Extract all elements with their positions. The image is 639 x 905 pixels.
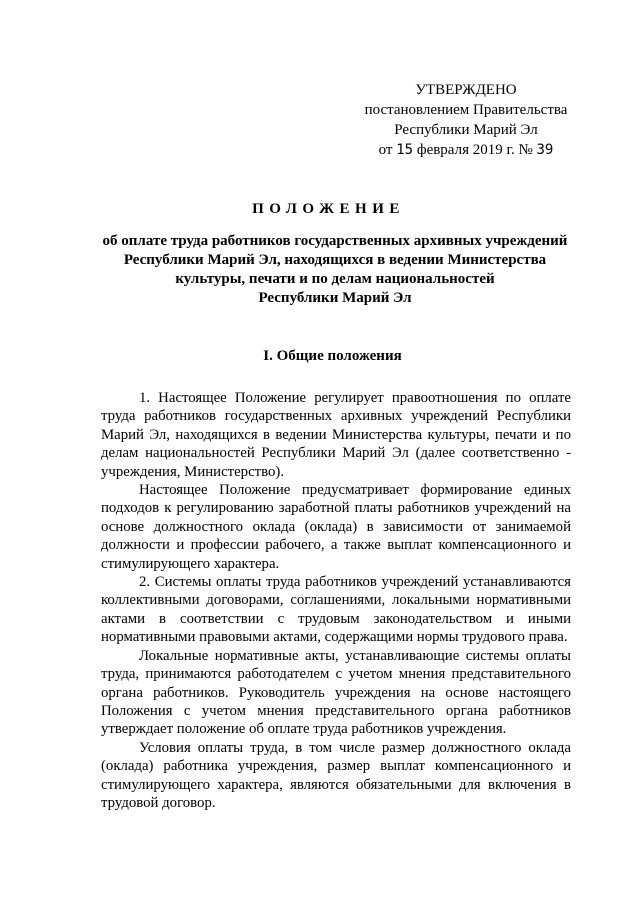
approval-number: 39 [536, 142, 554, 158]
approval-line-resolution: постановлением Правительства [364, 102, 568, 118]
approval-stamp [352, 80, 580, 160]
body-paragraph: Условия оплаты труда, в том числе размер должностного оклада (оклада) работника учреждения, размер выплат компенсационного и стимулирующего характера, являются обязательными для включения в трудовой договор. [101, 739, 571, 811]
approval-date-line [352, 140, 580, 160]
section-heading: I. Общие положения [263, 348, 402, 364]
body-paragraph: 1. Настоящее Положение регулирует правоотношения по оплате труда работников государственных архивных учреждений Республики Марий Эл, находящихся в ведении Министерства культуры, печати и по делам национальностей Республики Марий Эл (далее соответственно - учреждения, Министерство). [101, 390, 571, 480]
document-body [101, 389, 571, 812]
subtitle-line: Республики Марий Эл, находящихся в ведении Министерства [123, 252, 547, 268]
approval-date-prefix: от [378, 142, 393, 158]
body-paragraph: 2. Системы оплаты труда работников учреждений устанавливаются коллективными договорами, соглашениями, локальными нормативными актами в соответствии с трудовым законодательством и иными нормативными правовыми актами, содержащими нормы трудового права. [101, 574, 571, 646]
approval-month-year: февраля 2019 г. № [416, 142, 533, 158]
subtitle-line: Республики Марий Эл [258, 290, 412, 306]
body-paragraph: Настоящее Положение предусматривает формирование единых подходов к регулированию заработной платы работников учреждений на основе должностного оклада (оклада) в зависимости от занимаемой должности и профессии рабочего, а также выплат компенсационного и стимулирующего характера. [101, 482, 571, 572]
subtitle-line: об оплате труда работников государственных архивных учреждений [102, 233, 568, 249]
subtitle-line: культуры, печати и по делам национальностей [175, 271, 495, 287]
document-title: ПОЛОЖЕНИЕ [252, 201, 405, 217]
body-paragraph: Локальные нормативные акты, устанавливающие системы оплаты труда, принимаются работодателем с учетом мнения представительного органа работников. Руководитель учреждения на основе настоящего Положения с учетом мнения представительного органа работников утверждает положение об оплате труда работников учреждения. [101, 647, 571, 738]
approval-heading: УТВЕРЖДЕНО [415, 82, 517, 98]
approval-line-republic: Республики Марий Эл [394, 122, 538, 138]
approval-day: 15 [396, 142, 414, 158]
document-subtitle [100, 232, 570, 308]
